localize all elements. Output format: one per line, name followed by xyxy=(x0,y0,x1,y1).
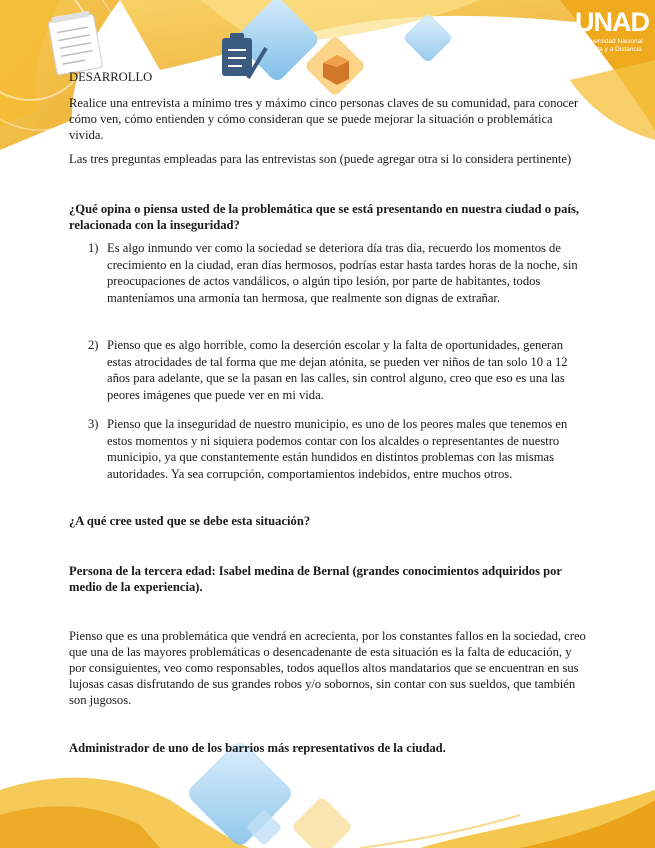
interviewee-1-answer: Pienso que es una problemática que vendrá en acrecienta, por los constantes fallos en la sociedad, creo que una de las mayores problemáticas o desencadenante de esta situación es la falta de educación, y por consiguientes, veo como responsables, todos aquellos altos mandatarios que se encuentran en sus lujosas casas disfrutando de sus grandes robos y/o sobornos, sin contar con sus sueldos, que también son jugosos. xyxy=(69,629,586,707)
list-item-text: Es algo inmundo ver como la sociedad se deteriora día tras día, recuerdo los momentos de crecimiento en la ciudad, eran días hermosos, podrías estar hasta tardes horas de la noche, sin preocupaciones de actos vandálicos, o algún tipo lesión, por parte de habitantes, todos manteníamos una armonía tan hermosa, que realmente son dignas de extrañar. xyxy=(107,241,578,305)
list-item-text: Pienso que es algo horrible, como la deserción escolar y la falta de oportunidades, generan estas atrocidades de tal forma que me dejan atónita, se pueden ver niños de tan solo 10 a 12 años para adelante, que se la pasan en las calles, sin control alguno, creo que eso es una las peores imágenes que puede ver en mi vida. xyxy=(107,338,568,402)
interviewee-2-label: Administrador de uno de los barrios más representativos de la ciudad. xyxy=(69,741,446,755)
list-item-number: 3) xyxy=(88,417,99,431)
question-2: ¿A qué cree usted que se debe esta situación? xyxy=(69,514,311,528)
question-1: ¿Qué opina o piensa usted de la problemática que se está presentando en nuestra ciudad o país, relacionada con la inseguridad? xyxy=(69,202,579,232)
list-item-text: Pienso que la inseguridad de nuestro municipio, es uno de los peores males que tenemos en estos momentos y ni siquiera podemos contar con los alcaldes o representantes de nuestro municipio, ya que constantemente están hundidos en distintos problemas con las mismas autoridades. Ya sea corrupción, comportamientos indebidos, entre muchos otros. xyxy=(107,417,568,481)
logo-subtitle-2: Abierta y a Distancia xyxy=(582,46,642,53)
questions-note: Las tres preguntas empleadas para las entrevistas son (puede agregar otra si lo considera pertinente) xyxy=(69,152,572,166)
list-item-number: 1) xyxy=(88,241,99,255)
logo-wordmark: UNAD xyxy=(575,7,649,37)
unad-logo xyxy=(574,6,650,64)
logo-subtitle-1: Universidad Nacional xyxy=(581,38,643,45)
intro-paragraph: Realice una entrevista a mínimo tres y máximo cinco personas claves de su comunidad, para conocer cómo ven, cómo entienden y cómo consideran que se puede mejorar la situación o problemática vivida. xyxy=(69,96,579,142)
interviewee-1-label: Persona de la tercera edad: Isabel medina de Bernal (grandes conocimientos adquiridos por medio de la experiencia). xyxy=(69,564,562,594)
section-heading: DESARROLLO xyxy=(69,70,153,84)
list-item-number: 2) xyxy=(88,338,99,352)
